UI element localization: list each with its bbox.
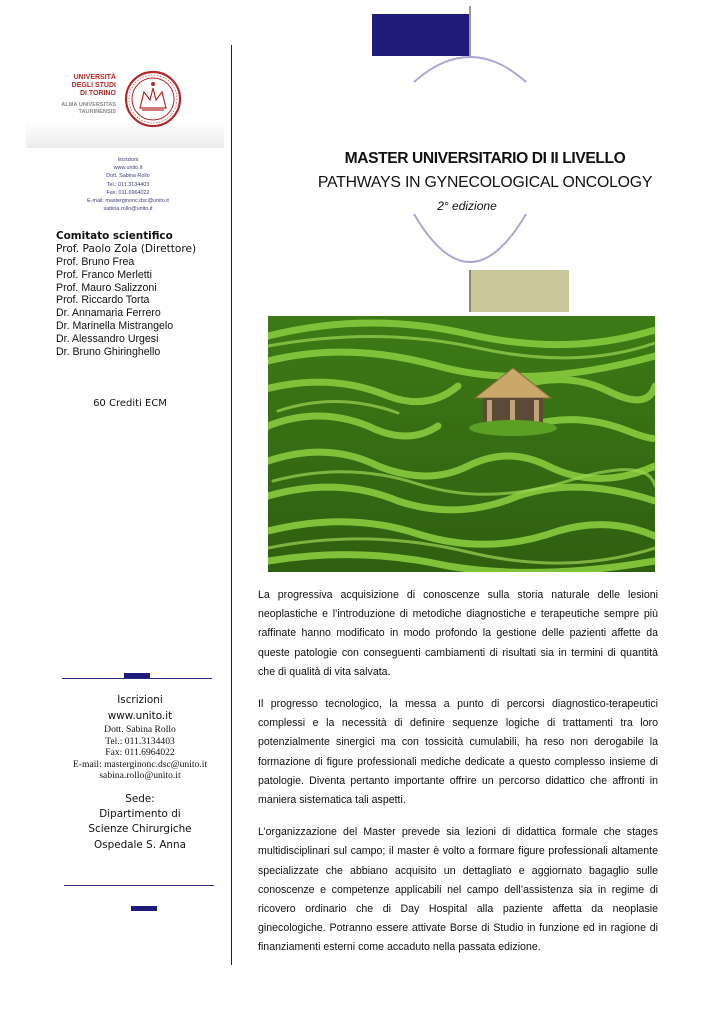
committee-member: Prof. Franco Merletti xyxy=(56,268,152,281)
sede-line: Scienze Chirurgiche xyxy=(88,823,192,836)
header-vertical-rule xyxy=(469,270,471,312)
small-contact-line: Tel.: 011.3134403 xyxy=(106,181,150,188)
contact-label: Iscrizioni xyxy=(117,694,163,706)
university-line-3: DI TORINO xyxy=(79,90,116,97)
university-line-2: DEGLI STUDI xyxy=(71,82,116,89)
small-contact-line: Fax: 011.6964022 xyxy=(106,189,150,196)
contact-email-link[interactable]: sabina.rollo@unito.it xyxy=(99,770,181,781)
committee-member: Prof. Bruno Frea xyxy=(56,256,135,268)
small-contact-line: Dott. Sabina Rollo xyxy=(106,173,150,180)
alma-line-2: TAURINENSIS xyxy=(78,108,116,115)
small-contact-line[interactable]: E-mail: masterginonc.dsc@unito.it xyxy=(87,198,169,205)
sede-line: Sede: xyxy=(125,793,155,805)
committee-heading: Comitato scientifico xyxy=(56,230,173,242)
contact-website-link[interactable]: www.unito.it xyxy=(107,710,173,722)
arc-decoration xyxy=(410,210,530,276)
contact-email-link[interactable]: E-mail: masterginonc.dsc@unito.it xyxy=(72,758,208,770)
small-contact-line: Iscrizioni xyxy=(117,157,139,163)
committee-member: Prof. Paolo Zola (Direttore) xyxy=(56,243,197,255)
scientific-committee xyxy=(56,229,226,358)
small-contact-line[interactable]: sabina.rollo@unito.it xyxy=(103,206,153,213)
sede-line: Ospedale S. Anna xyxy=(94,838,186,851)
page-title: MASTER UNIVERSITARIO DI II LIVELLO xyxy=(344,150,626,167)
sede-line: Dipartimento di xyxy=(99,808,181,821)
body-paragraph: L’organizzazione del Master prevede sia lezioni di didattica formale che stages multidisciplinari sul campo; il master è volto a formare figure professionali altamente specializzate che abbiano acquisito un dettagliato e aggiornato bagaglio sulle conoscenze e competenze applicabili nel campo dell’assistenza sia in regime di ricovero ordinario che di Day Hospital alla paziente affetta da neoplasie ginecologiche. Potranno essere attivate Borse di Studio in funzione ed in ragione di finanziamenti esterni come accaduto nella passata edizione. xyxy=(258,826,658,954)
university-name xyxy=(40,74,116,98)
khaki-header-block xyxy=(470,270,569,312)
contact-block xyxy=(52,692,228,782)
body-text xyxy=(258,586,658,971)
edition-label: 2° edizione xyxy=(437,199,497,213)
hedge-maze-image xyxy=(268,316,655,572)
contact-line: Fax: 011.6964022 xyxy=(105,747,175,758)
body-paragraph: La progressiva acquisizione di conoscenze sulla storia naturale delle lesioni neoplastiche e l’introduzione di metodiche diagnostiche e terapeutiche sempre più raffinate hanno modificato in modo profondo la gestione delle pazienti affette da queste patologie con conseguenti cambiamenti di risultati sia in termini di quantità che di qualità di vita salvata. xyxy=(258,589,658,678)
body-paragraph: Il progresso tecnologico, la messa a punto di percorsi diagnostico-terapeutici complessi e la necessità di definire sequenze logiche di trattamenti tra loro potenzialmente sinergici ma con tossicità cumulabili, ha reso non derogabile la formazione di figure professionali mediche dedicate a questo complesso insieme di patologie. Diventa pertanto importante offrire un percorso didattico che affronti in maniera sistematica tali aspetti. xyxy=(258,698,658,807)
divider-line xyxy=(62,678,212,679)
committee-member: Dr. Bruno Ghiringhello xyxy=(56,345,161,358)
ecm-credits: 60 Crediti ECM xyxy=(93,398,167,409)
committee-member: Dr. Annamaria Ferrero xyxy=(56,307,161,320)
committee-member: Prof. Mauro Salizzoni xyxy=(56,281,157,294)
page-subtitle: PATHWAYS IN GYNECOLOGICAL ONCOLOGY xyxy=(317,174,653,191)
committee-member: Dr. Alessandro Urgesi xyxy=(56,332,159,345)
small-contact-block xyxy=(40,156,216,213)
committee-member: Dr. Marinella Mistrangelo xyxy=(56,319,174,332)
small-contact-line[interactable]: www.unito.it xyxy=(113,165,143,172)
divider-line xyxy=(64,885,214,886)
university-line-1: UNIVERSITÀ xyxy=(73,74,116,81)
contact-line: Dott. Sabina Rollo xyxy=(104,724,176,735)
arc-decoration xyxy=(410,46,530,86)
alma-line-1: ALMA UNIVERSITAS xyxy=(61,102,116,108)
sede-block xyxy=(52,792,228,853)
alma-universitas xyxy=(40,102,116,115)
navy-tab-decoration xyxy=(124,673,150,678)
navy-tab-decoration xyxy=(131,906,157,911)
committee-member: Prof. Riccardo Torta xyxy=(56,294,150,307)
column-divider xyxy=(231,45,232,965)
university-seal-icon xyxy=(122,70,184,128)
contact-line: Tel.: 011.3134403 xyxy=(105,735,175,747)
